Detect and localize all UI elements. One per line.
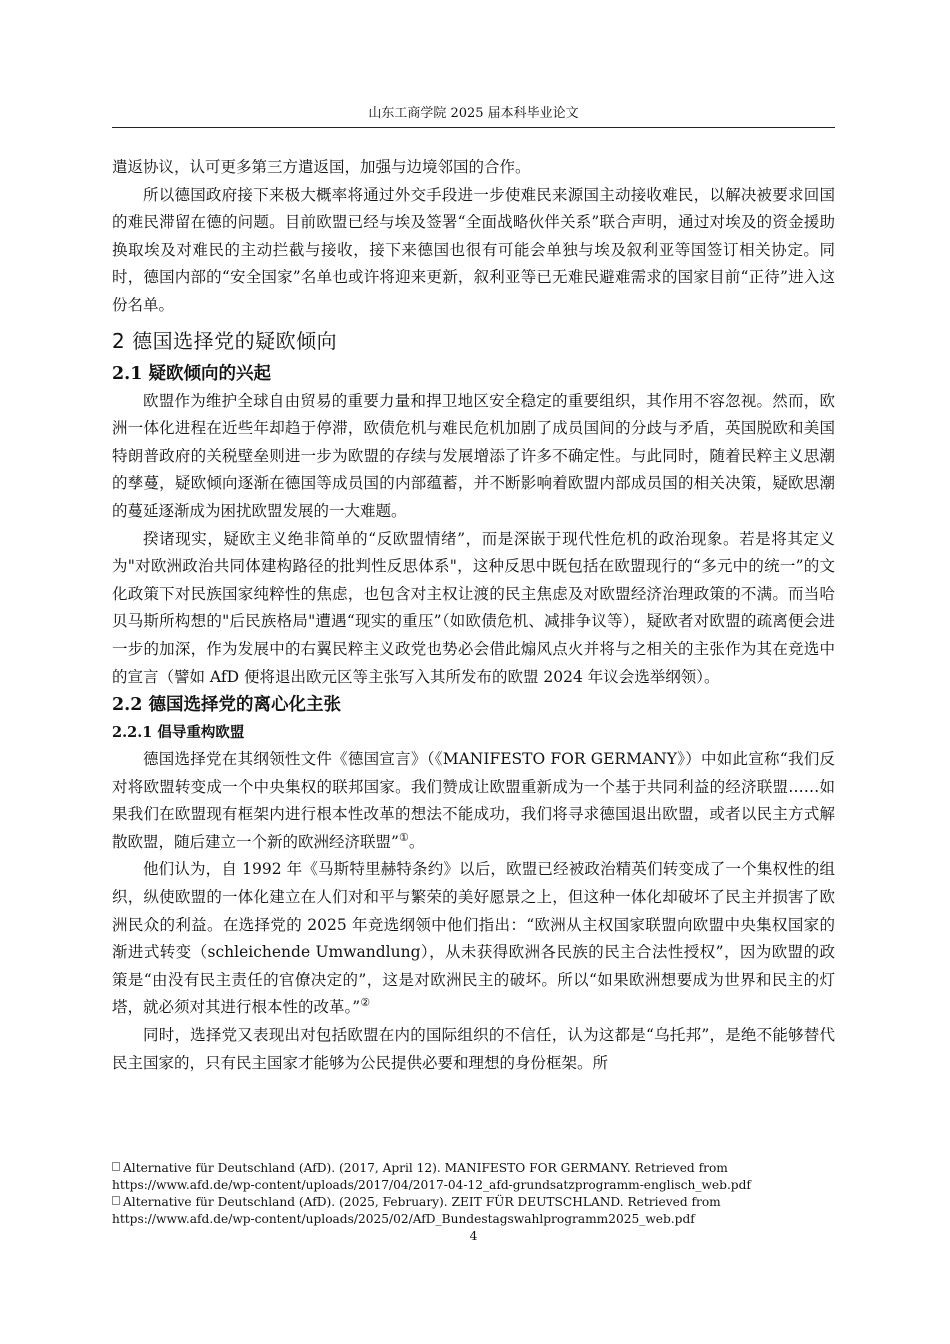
footnote-1 — [112, 1160, 835, 1194]
footnote-2 — [112, 1194, 835, 1228]
section-2-2-1-heading: 2.2.1 倡导重构欧盟 — [112, 724, 245, 742]
paragraph-2-1-a: 欧盟作为维护全球自由贸易的重要力量和捍卫地区安全稳定的重要组织，其作用不容忽视。然而，欧洲一体化进程在近些年却趋于停滞，欧债危机与难民危机加剧了成员国间的分歧与矛盾，英国脱欧和美国特朗普政府的关税壁垒则进一步为欧盟的存续与发展增添了许多不确定性。与此同时，随着民粹主义思潮的孳蔓，疑欧倾向逐渐在德国等成员国的内部蕴蓄，并不断影响着欧盟内部成员国的相关决策，疑欧思潮的蔓延逐渐成为困扰欧盟发展的一大难题。 — [112, 391, 835, 520]
paragraph-2-2-1-b — [112, 856, 835, 1022]
footnote-ref-2[interactable]: ② — [360, 996, 371, 1010]
section-2-2-heading: 2.2 德国选择党的离心化主张 — [112, 695, 342, 716]
page-body — [112, 154, 835, 1077]
running-header: 山东工商学院 2025 届本科毕业论文 — [368, 106, 579, 121]
header-rule — [112, 127, 835, 128]
paragraph-2-2-1-a-text: 德国选择党在其纲领性文件《德国宣言》（《MANIFESTO FOR GERMANY》）中如此宣称“我们反对将欧盟转变成一个中央集权的联邦国家。我们赞成让欧盟重新成为一个基于共同利益的经济联盟……如果我们在欧盟现有框架内进行根本性改革的想法不能成功，我们将寻求德国退出欧盟，或者以民主方式解散欧盟，随后建立一个新的欧洲经济联盟” — [112, 750, 835, 851]
footnote-marker-icon — [112, 1162, 120, 1171]
paragraph-2-2-1-c: 同时，选择党又表现出对包括欧盟在内的国际组织的不信任，认为这都是“乌托邦”，是绝不能够替代民主国家的，只有民主国家才能够为公民提供必要和理想的身份框架。所 — [112, 1026, 835, 1072]
section-2-1-heading: 2.1 疑欧倾向的兴起 — [112, 363, 272, 384]
paragraph-2-2-1-a — [112, 746, 835, 856]
paragraph-intro-continuation: 遣返协议，认可更多第三方遣返国，加强与边境邻国的合作。 — [112, 158, 531, 176]
paragraph-2-1-b: 揆诸现实，疑欧主义绝非简单的“反欧盟情绪”，而是深嵌于现代性危机的政治现象。若是将其定义为"对欧洲政治共同体建构路径的批判性反思体系"，这种反思中既包括在欧盟现行的“多元中的统一”的文化政策下对民族国家纯粹性的焦虑，也包含对主权让渡的民主焦虑及对欧盟经济治理政策的不满。而当哈贝马斯所构想的"后民族格局"遭遇“现实的重压”（如欧债危机、减排争议等），疑欧者对欧盟的疏离便会进一步的加深，作为发展中的右翼民粹主义政党也势必会借此煽风点火并将与之相关的主张作为其在竞选中的宣言（譬如 AfD 便将退出欧元区等主张写入其所发布的欧盟 2024 年议会选举纲领）。 — [112, 529, 835, 686]
paragraph-2-2-1-b-text: 他们认为，自 1992 年《马斯特里赫特条约》以后，欧盟已经被政治精英们转变成了一个集权性的组织，纵使欧盟的一体化建立在人们对和平与繁荣的美好愿景之上，但这种一体化却破坏了民主并损害了欧洲民众的利益。在选择党的 2025 年竞选纲领中他们指出：“欧洲从主权国家联盟向欧盟中央集权国家的渐进式转变（schleichende Umwandlung），从未获得欧洲各民族的民主合法性授权”，因为欧盟的政策是“由没有民主责任的官僚决定的”，这是对欧洲民主的破坏。所以“如果欧洲想要成为世界和民主的灯塔，就必须对其进行根本性的改革。” — [112, 860, 835, 1017]
footnote-ref-1[interactable]: ① — [398, 830, 409, 844]
footnote-2-text: Alternative für Deutschland (AfD). (2025, February). ZEIT FÜR DEUTSCHLAND. Retrieved from https://www.afd.de/wp-content/uploads/2025/02/AfD_Bundestagswahlprogramm2025_web.pdf — [112, 1195, 721, 1226]
footnotes — [112, 1160, 835, 1228]
paragraph-intro: 所以德国政府接下来极大概率将通过外交手段进一步使难民来源国主动接收难民，以解决被要求回国的难民滞留在德的问题。目前欧盟已经与埃及签署“全面战略伙伴关系”联合声明，通过对埃及的资金援助换取埃及对难民的主动拦截与接收，接下来德国也很有可能会单独与埃及叙利亚等国签订相关协定。同时，德国内部的“安全国家”名单也或许将迎来更新，叙利亚等已无难民避难需求的国家目前“正待”进入这份名单。 — [112, 185, 835, 314]
page-number: 4 — [469, 1228, 478, 1243]
paragraph-2-2-1-a-end: 。 — [408, 832, 425, 851]
footnote-marker-icon — [112, 1196, 120, 1205]
section-2-heading: 2 德国选择党的疑欧倾向 — [112, 328, 338, 353]
footnote-1-text: Alternative für Deutschland (AfD). (2017, April 12). MANIFESTO FOR GERMANY. Retrieved from https://www.afd.de/wp-content/uploads/2017/04/2017-04-12_afd-grundsatzprogramm-englisch_web.pdf — [112, 1161, 751, 1192]
